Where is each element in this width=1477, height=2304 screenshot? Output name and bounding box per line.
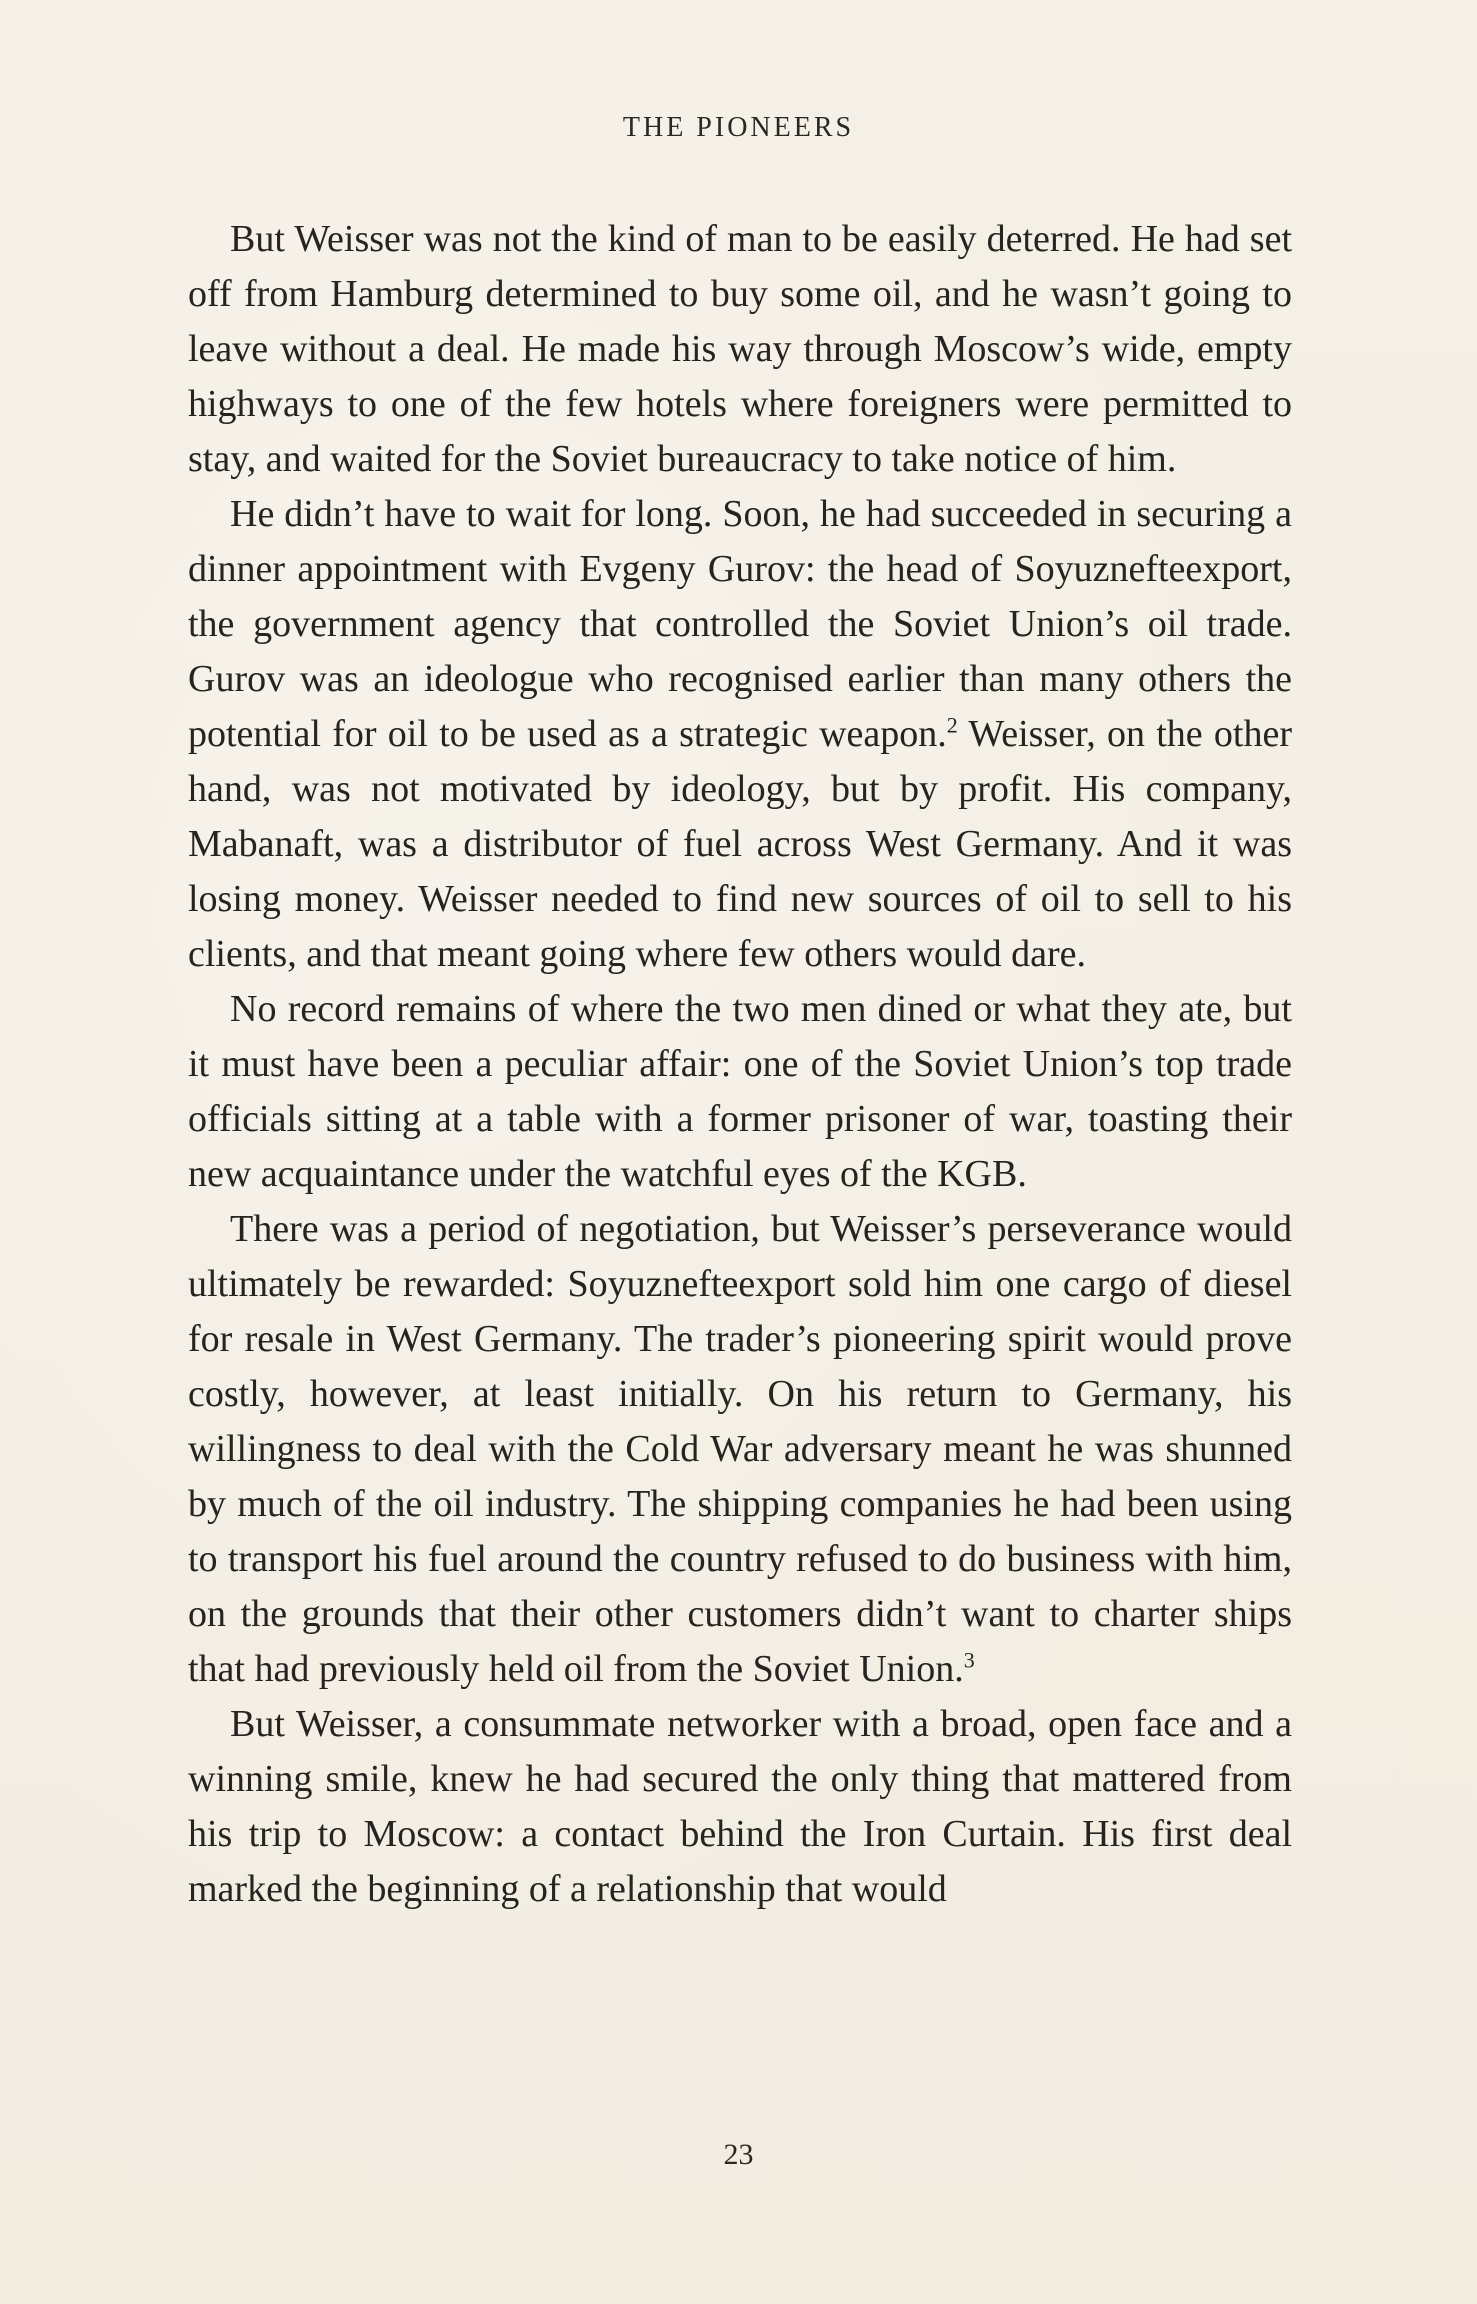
paragraph bbox=[188, 982, 1292, 1202]
paragraph-text: But Weisser, a consummate networker with a broad, open face and a winning smile, knew he had secured the only thing that mattered from his trip to Moscow: a contact behind the Iron Curtain. His first deal marked the beginning of a relationship that would bbox=[188, 1703, 1292, 1910]
footnote-marker: 3 bbox=[963, 1647, 975, 1673]
paragraph bbox=[188, 1697, 1292, 1917]
running-head: THE PIONEERS bbox=[622, 112, 855, 143]
paragraph bbox=[188, 1202, 1292, 1697]
page-number: 23 bbox=[723, 2138, 754, 2171]
paragraph-text: Weisser, on the other hand, was not motivated by ideology, but by profit. His company, Mabanaft, was a distributor of fuel across West Germany. And it was losing money. Weisser needed to find new sources of oil to sell to his clients, and that meant going where few others would dare. bbox=[188, 713, 1293, 975]
paragraph-text: There was a period of negotiation, but Weisser’s perseverance would ultimately be rewarded: Soyuznefteexport sold him one cargo of diesel for resale in West Germany. The trader’s pioneering spirit would prove costly, however, at least initially. On his return to Germany, his willingness to deal with the Cold War adversary meant he was shunned by much of the oil industry. The shipping companies he had been using to transport his fuel around the country refused to do business with him, on the grounds that their other customers didn’t want to charter ships that had previously held oil from the Soviet Union. bbox=[188, 1208, 1292, 1690]
footnote-marker: 2 bbox=[946, 712, 958, 738]
paragraph bbox=[188, 487, 1292, 982]
body-text bbox=[188, 212, 1292, 1917]
paragraph bbox=[188, 212, 1292, 487]
paragraph-text: But Weisser was not the kind of man to be easily deterred. He had set off from Hamburg determined to buy some oil, and he wasn’t going to leave without a deal. He made his way through Moscow’s wide, empty highways to one of the few hotels where foreigners were permitted to stay, and waited for the Soviet bureaucracy to take notice of him. bbox=[188, 218, 1292, 480]
paragraph-text: He didn’t have to wait for long. Soon, he had succeeded in securing a dinner appointment with Evgeny Gurov: the head of Soyuznefteexport, the government agency that controlled the Soviet Union’s oil trade. Gurov was an ideologue who recognised earlier than many others the potential for oil to be used as a strategic weapon. bbox=[188, 493, 1292, 755]
paragraph-text: No record remains of where the two men dined or what they ate, but it must have been a peculiar affair: one of the Soviet Union’s top trade officials sitting at a table with a former prisoner of war, toasting their new acquaintance under the watchful eyes of the KGB. bbox=[188, 988, 1292, 1195]
